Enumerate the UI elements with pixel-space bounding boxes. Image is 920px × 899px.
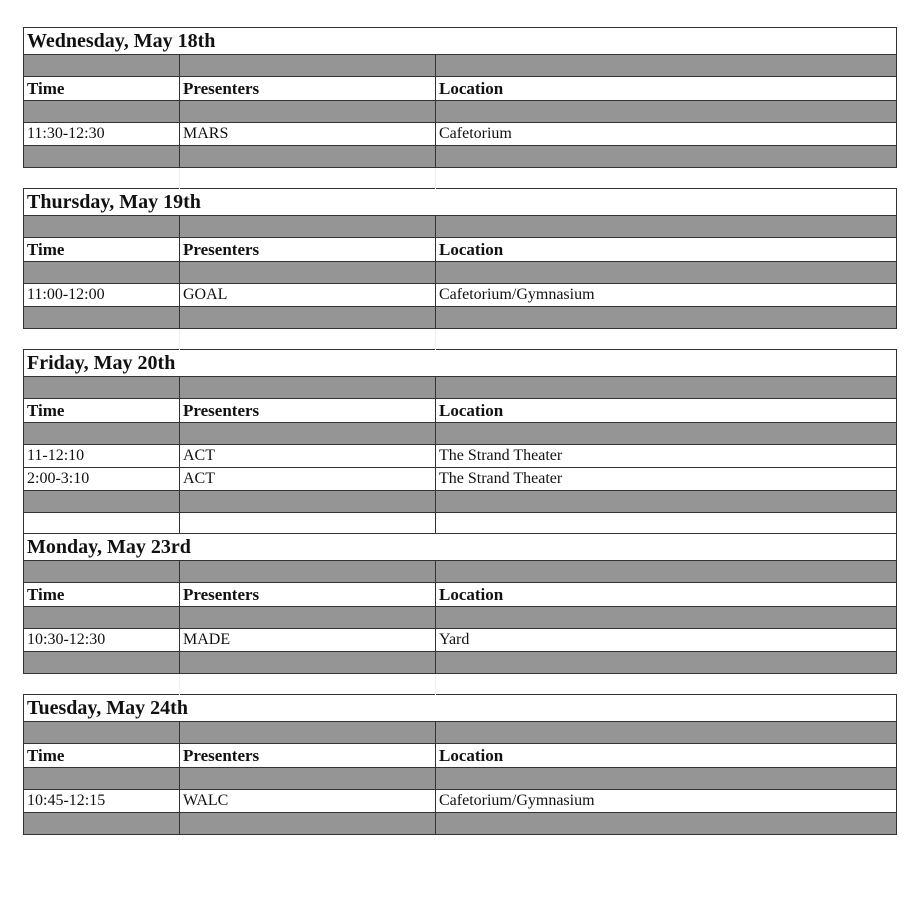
column-header-row	[24, 744, 897, 768]
header-presenters: Presenters	[180, 583, 436, 607]
header-time: Time	[24, 77, 180, 101]
session-presenters: ACT	[180, 468, 436, 491]
header-time: Time	[24, 399, 180, 423]
gray-separator-row	[24, 216, 897, 238]
schedule-table	[23, 27, 897, 835]
day-title-row	[24, 350, 897, 377]
session-presenters: ACT	[180, 445, 436, 468]
session-time: 10:30-12:30	[24, 629, 180, 652]
gray-separator-row	[24, 722, 897, 744]
session-location: Yard	[436, 629, 897, 652]
session-location: The Strand Theater	[436, 445, 897, 468]
header-location: Location	[436, 583, 897, 607]
gray-separator-row	[24, 561, 897, 583]
gray-separator-row	[24, 768, 897, 790]
day-title-row	[24, 534, 897, 561]
blank-row	[24, 513, 897, 534]
column-header-row	[24, 399, 897, 423]
day-title-row	[24, 695, 897, 722]
gray-separator-row	[24, 652, 897, 674]
session-row	[24, 445, 897, 468]
session-row	[24, 629, 897, 652]
day-title: Friday, May 20th	[24, 350, 897, 377]
day-title-row	[24, 28, 897, 55]
day-title-row	[24, 189, 897, 216]
header-time: Time	[24, 238, 180, 262]
spacer-row	[24, 674, 897, 695]
session-location: Cafetorium	[436, 123, 897, 146]
session-time: 11:00-12:00	[24, 284, 180, 307]
column-header-row	[24, 238, 897, 262]
header-time: Time	[24, 583, 180, 607]
gray-separator-row	[24, 101, 897, 123]
session-row	[24, 468, 897, 491]
header-presenters: Presenters	[180, 77, 436, 101]
session-presenters: MARS	[180, 123, 436, 146]
gray-separator-row	[24, 307, 897, 329]
header-location: Location	[436, 399, 897, 423]
gray-separator-row	[24, 423, 897, 445]
session-presenters: MADE	[180, 629, 436, 652]
gray-separator-row	[24, 262, 897, 284]
day-title: Monday, May 23rd	[24, 534, 897, 561]
session-time: 2:00-3:10	[24, 468, 180, 491]
header-location: Location	[436, 77, 897, 101]
gray-separator-row	[24, 491, 897, 513]
session-time: 11-12:10	[24, 445, 180, 468]
header-location: Location	[436, 238, 897, 262]
header-location: Location	[436, 744, 897, 768]
session-time: 10:45-12:15	[24, 790, 180, 813]
session-location: Cafetorium/Gymnasium	[436, 790, 897, 813]
column-header-row	[24, 583, 897, 607]
session-presenters: GOAL	[180, 284, 436, 307]
session-time: 11:30-12:30	[24, 123, 180, 146]
gray-separator-row	[24, 146, 897, 168]
session-location: The Strand Theater	[436, 468, 897, 491]
schedule-document	[23, 27, 896, 835]
day-title: Wednesday, May 18th	[24, 28, 897, 55]
header-presenters: Presenters	[180, 238, 436, 262]
session-row	[24, 123, 897, 146]
gray-separator-row	[24, 55, 897, 77]
day-title: Thursday, May 19th	[24, 189, 897, 216]
gray-separator-row	[24, 813, 897, 835]
session-row	[24, 790, 897, 813]
session-row	[24, 284, 897, 307]
spacer-row	[24, 329, 897, 350]
gray-separator-row	[24, 377, 897, 399]
gray-separator-row	[24, 607, 897, 629]
session-location: Cafetorium/Gymnasium	[436, 284, 897, 307]
header-presenters: Presenters	[180, 744, 436, 768]
spacer-row	[24, 168, 897, 189]
day-title: Tuesday, May 24th	[24, 695, 897, 722]
header-time: Time	[24, 744, 180, 768]
column-header-row	[24, 77, 897, 101]
header-presenters: Presenters	[180, 399, 436, 423]
session-presenters: WALC	[180, 790, 436, 813]
